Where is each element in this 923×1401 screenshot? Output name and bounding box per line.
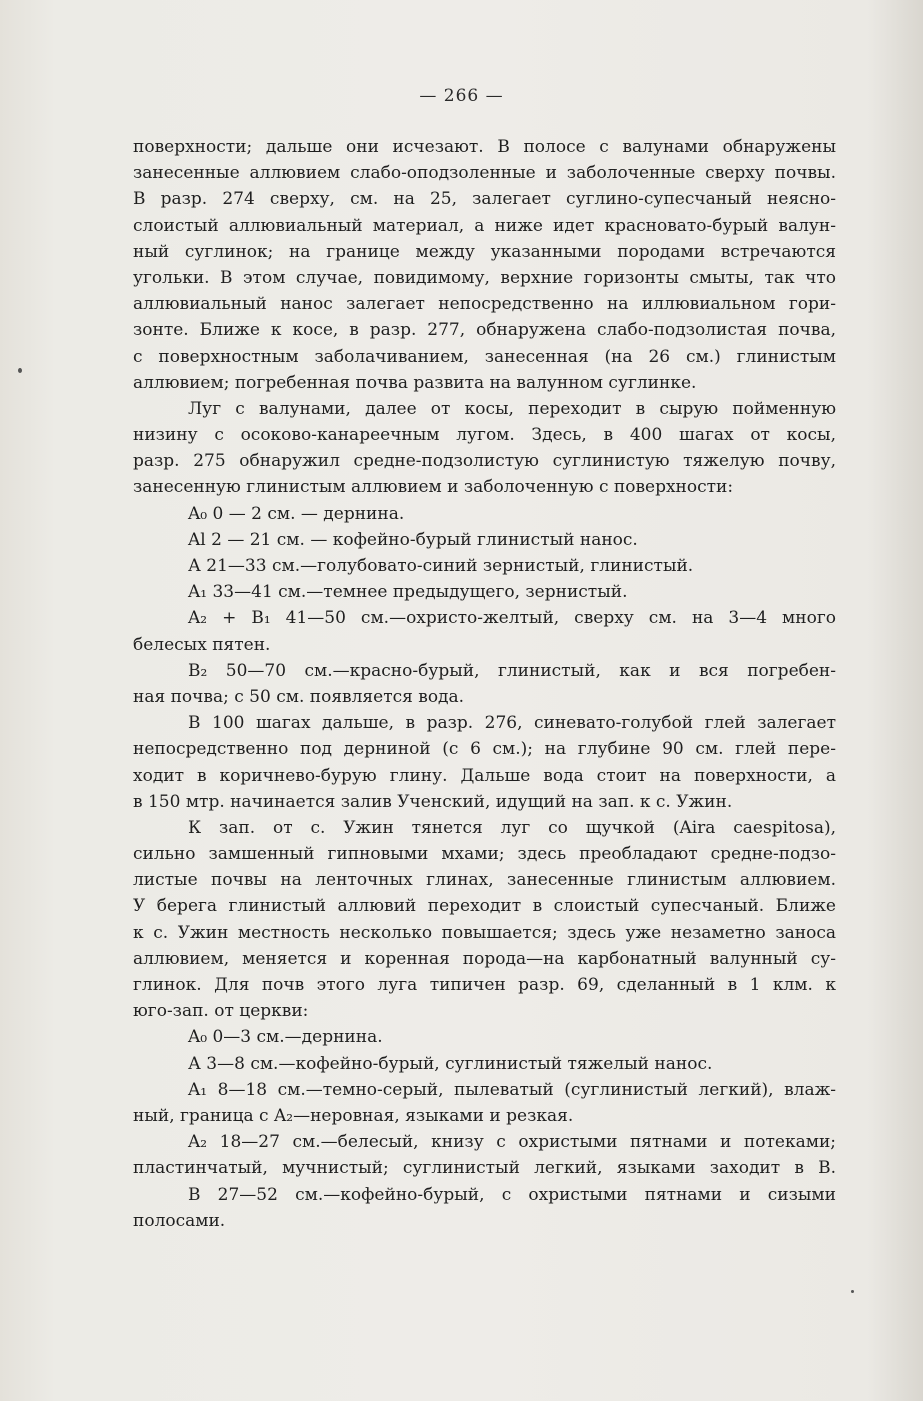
dust-speck — [18, 368, 22, 373]
text-line: В 27—52 см.—кофейно-бурый, с охристыми пятнами и сизыми — [188, 1184, 836, 1205]
text-line: угольки. В этом случае, повидимому, верхние горизонты смыты, так что — [133, 267, 836, 288]
text-line: аллювием; погребенная почва развита на валунном суглинке. — [133, 372, 697, 393]
text-line: в 150 мтр. начинается залив Ученский, идущий на зап. к с. Ужин. — [133, 791, 733, 812]
text-line: A₂ 18—27 см.—белесый, книзу с охристыми пятнами и потеками; — [188, 1132, 836, 1153]
text-line: A₀ 0—3 см.—дернина. — [188, 1027, 383, 1048]
text-line: ная почва; с 50 см. появляется вода. — [133, 686, 465, 707]
text-line: ходит в коричнево-бурую глину. Дальше вода стоит на поверхности, а — [133, 765, 836, 786]
text-line: А 21—33 см.—голубовато-синий зернистый, глинистый. — [188, 556, 694, 576]
text-line: К зап. от с. Ужин тянется луг со щучкой (Aira caespitosa), — [188, 817, 836, 838]
text-line: поверхности; дальше они исчезают. В полосе с валунами обнаружены — [133, 137, 836, 157]
text-line: непосредственно под дерниной (с 6 см.); на глубине 90 см. глей пере- — [133, 739, 836, 760]
text-line: В 100 шагах дальше, в разр. 276, синевато-голубой глей залегает — [188, 713, 836, 734]
text-line: пластинчатый, мучнистый; суглинистый легкий, языками заходит в В. — [133, 1158, 836, 1179]
text-line: с поверхностным заболачиванием, занесенная (на 26 см.) глинистым — [133, 346, 836, 367]
text-line: глинок. Для почв этого луга типичен разр. 69, сделанный в 1 клм. к — [133, 975, 836, 995]
page-number: — 266 — — [419, 86, 504, 106]
dust-speck — [851, 1290, 854, 1293]
text-line: аллювием, меняется и коренная порода—на карбонатный валунный су- — [133, 948, 836, 969]
text-line: полосами. — [133, 1210, 226, 1231]
text-line: А 3—8 см.—кофейно-бурый, суглинистый тяжелый нанос. — [188, 1053, 713, 1074]
text-line: A₁ 8—18 см.—темно-серый, пылеватый (суглинистый легкий), влаж- — [188, 1079, 836, 1100]
text-line: низину с осоково-канареечным лугом. Здесь, в 400 шагах от косы, — [133, 425, 836, 446]
text-line: A₂ + B₁ 41—50 см.—охристо-желтый, сверху см. на 3—4 много — [188, 608, 836, 629]
text-line: разр. 275 обнаружил средне-подзолистую суглинистую тяжелую почву, — [133, 451, 836, 472]
body-text — [133, 134, 836, 1234]
text-line: зонте. Ближе к косе, в разр. 277, обнаружена слабо-подзолистая почва, — [133, 320, 836, 341]
text-line: юго-зап. от церкви: — [133, 1001, 309, 1022]
text-line: Луг с валунами, далее от косы, переходит в сырую пойменную — [188, 398, 836, 419]
text-line: к с. Ужин местность несколько повышается; здесь уже незаметно заноса — [133, 922, 836, 943]
text-line: белесых пятен. — [133, 634, 271, 655]
text-line: листые почвы на ленточных глинах, занесенные глинистым аллювием. — [133, 870, 836, 891]
text-line: ный, граница с A₂—неровная, языками и резкая. — [133, 1105, 574, 1126]
text-line: занесенные аллювием слабо-оподзоленные и заболоченные сверху почвы. — [133, 163, 836, 184]
text-line: занесенную глинистым аллювием и заболоченную с поверхности: — [133, 477, 734, 498]
text-line: В разр. 274 сверху, см. на 25, залегает суглино-супесчаный неясно- — [133, 189, 836, 210]
text-line: Al 2 — 21 см. — кофейно-бурый глинистый нанос. — [188, 529, 638, 550]
text-line: сильно замшенный гипновыми мхами; здесь преобладают средне-подзо- — [133, 844, 836, 865]
text-line: ный суглинок; на границе между указанными породами встречаются — [133, 241, 836, 262]
text-line: слоистый аллювиальный материал, а ниже идет красновато-бурый валун- — [133, 215, 836, 236]
text-line: A₀ 0 — 2 см. — дернина. — [188, 503, 405, 524]
text-line: У берега глинистый аллювий переходит в слоистый супесчаный. Ближе — [133, 896, 836, 917]
text-line: аллювиальный нанос залегает непосредственно на иллювиальном гори- — [133, 294, 836, 315]
text-line: A₁ 33—41 см.—темнее предыдущего, зернистый. — [188, 582, 628, 603]
text-line: B₂ 50—70 см.—красно-бурый, глинистый, как и вся погребен- — [188, 660, 836, 681]
